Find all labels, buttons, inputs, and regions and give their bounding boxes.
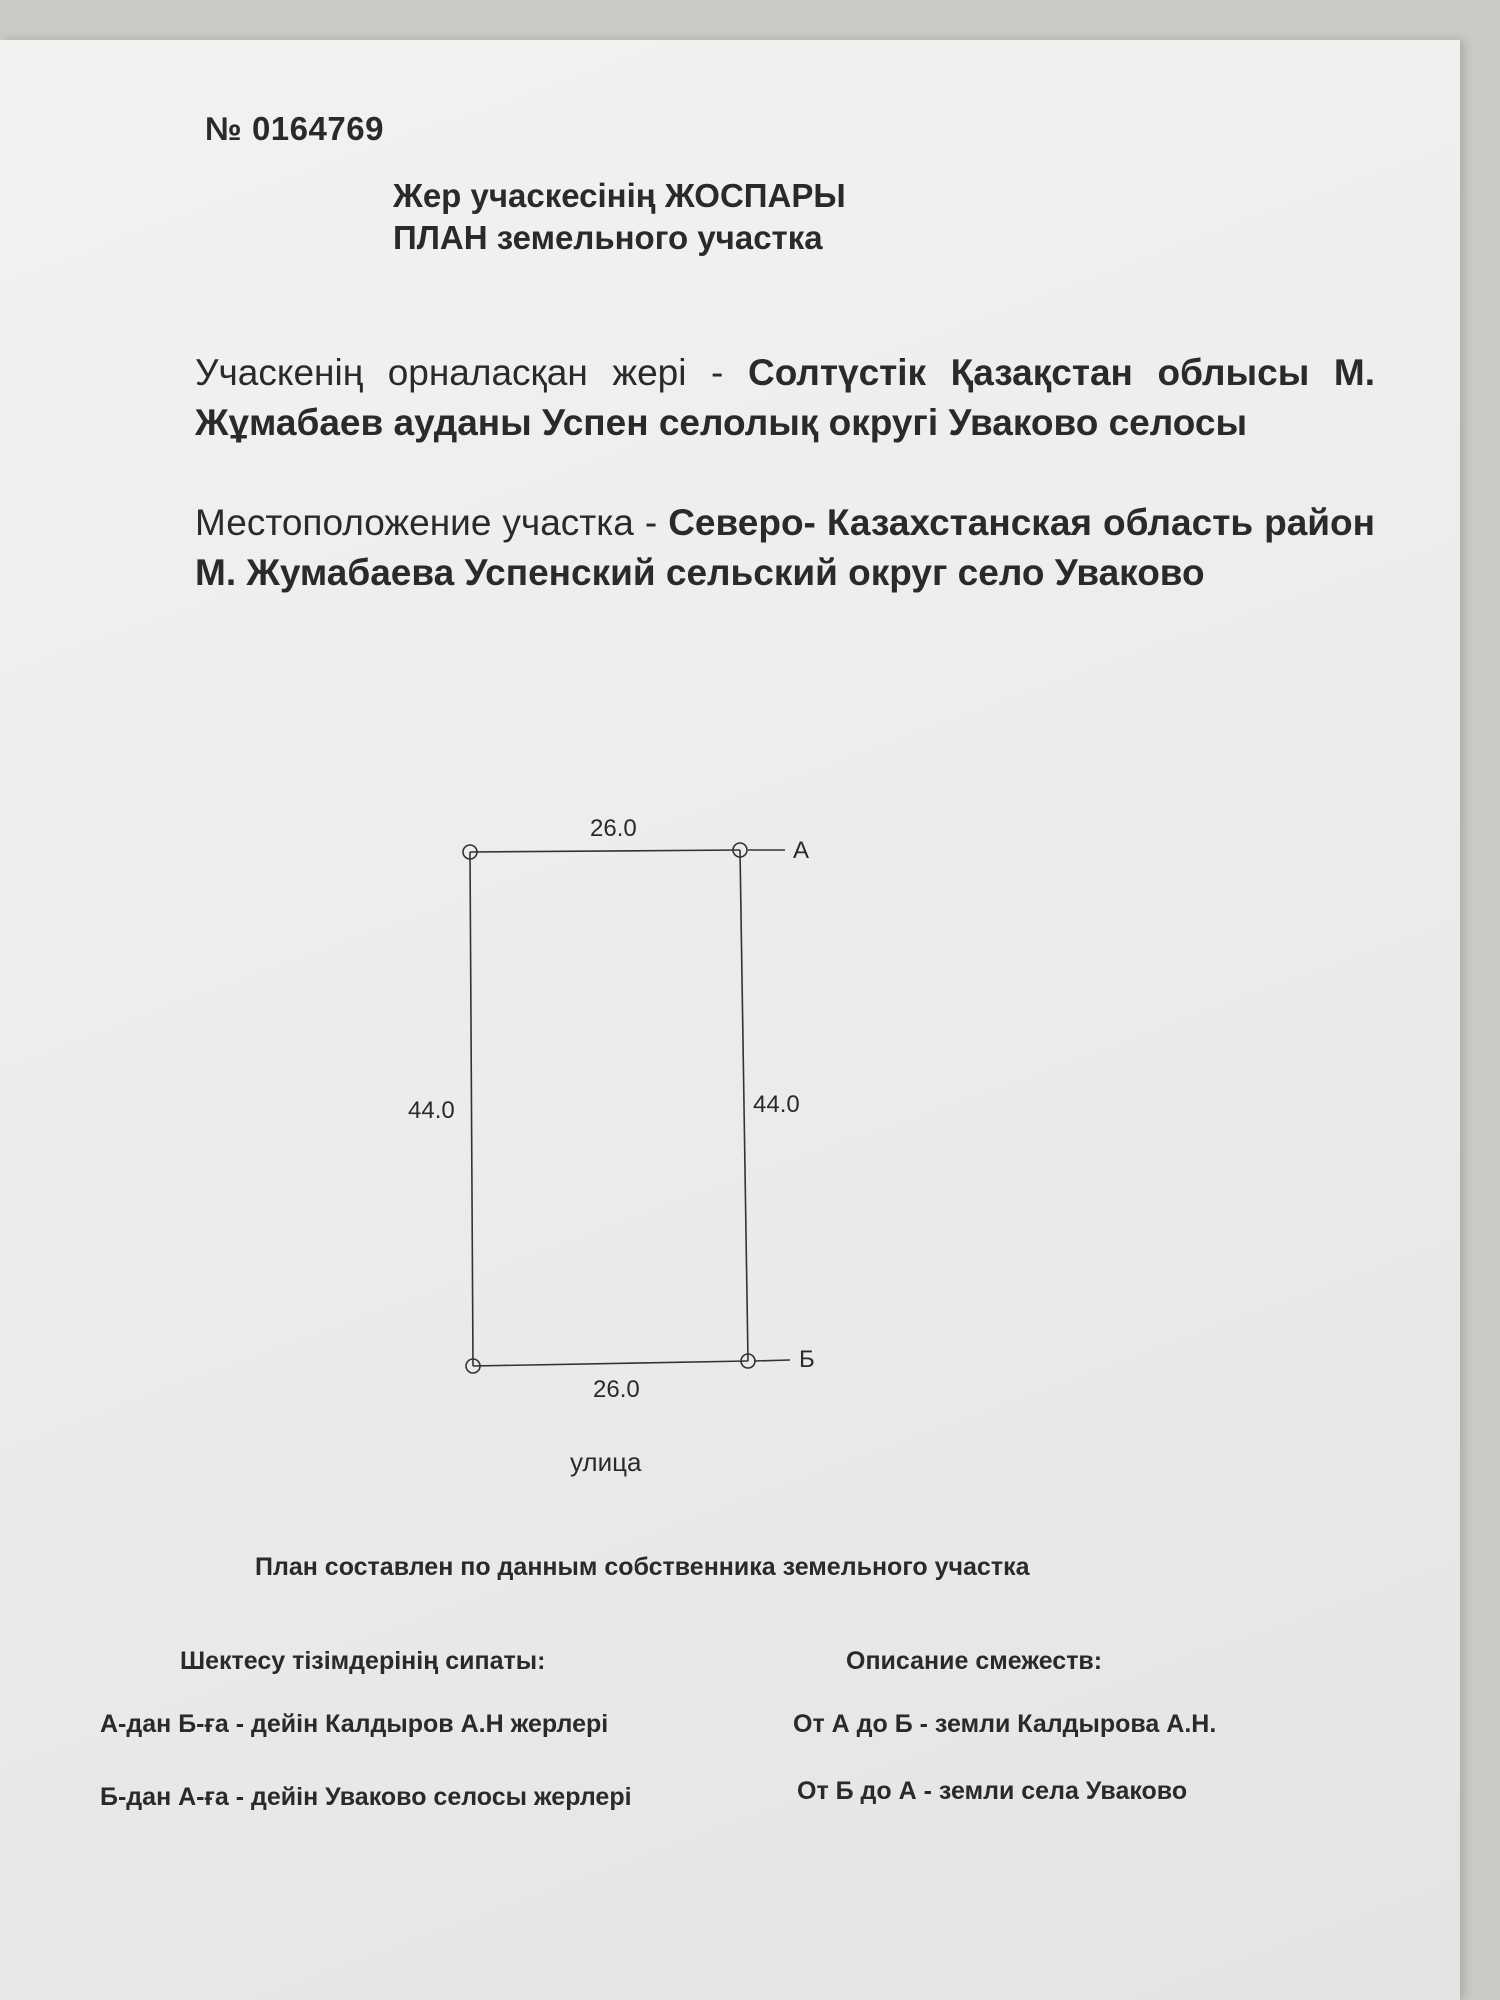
plan-note: План составлен по данным собственника земельного участка (255, 1553, 1030, 1581)
plot-bottom-boundary (473, 1361, 748, 1366)
point-b-label: Б (799, 1346, 815, 1373)
boundary-row-russian: От А до Б - земли Калдырова А.Н. (793, 1710, 1217, 1738)
left-side-length: 44.0 (408, 1097, 455, 1124)
boundaries-header-russian: Описание смежеств: (846, 1647, 1103, 1675)
location-kazakh-label: Учаскенің орналасқан жері - (195, 352, 748, 393)
location-kazakh-value: Солтүстік Қазақстан облысы М. Жұмабаев ауданы Успен селолық округі Уваково селосы (195, 352, 1375, 443)
boundary-row-kazakh: А-дан Б-ға - дейін Калдыров А.Н жерлері (100, 1710, 609, 1738)
location-russian-value: Северо- Казахстанская область район М. Жумабаева Успенский сельский округ село Уваково (195, 502, 1375, 593)
top-side-length: 26.0 (590, 815, 637, 842)
boundaries-header-kazakh: Шектесу тізімдерінің сипаты: (180, 1647, 546, 1675)
plot-left-boundary (470, 852, 473, 1366)
boundary-row-russian: От Б до А - земли села Уваково (797, 1777, 1188, 1805)
boundary-row-kazakh: Б-дан А-ға - дейін Уваково селосы жерлері (100, 1783, 632, 1811)
title-russian: ПЛАН земельного участка (393, 219, 823, 256)
title-kazakh: Жер учаскесінің ЖОСПАРЫ (393, 177, 846, 214)
plot-right-boundary (740, 850, 748, 1361)
street-label: улица (570, 1447, 642, 1477)
document-number: № 0164769 (205, 110, 384, 147)
point-b-leader (754, 1360, 790, 1361)
bottom-side-length: 26.0 (593, 1376, 640, 1403)
right-side-length: 44.0 (753, 1091, 800, 1118)
point-a-label: А (793, 837, 810, 864)
plot-top-boundary (470, 850, 740, 852)
location-russian-label: Местоположение участка - (195, 502, 669, 543)
